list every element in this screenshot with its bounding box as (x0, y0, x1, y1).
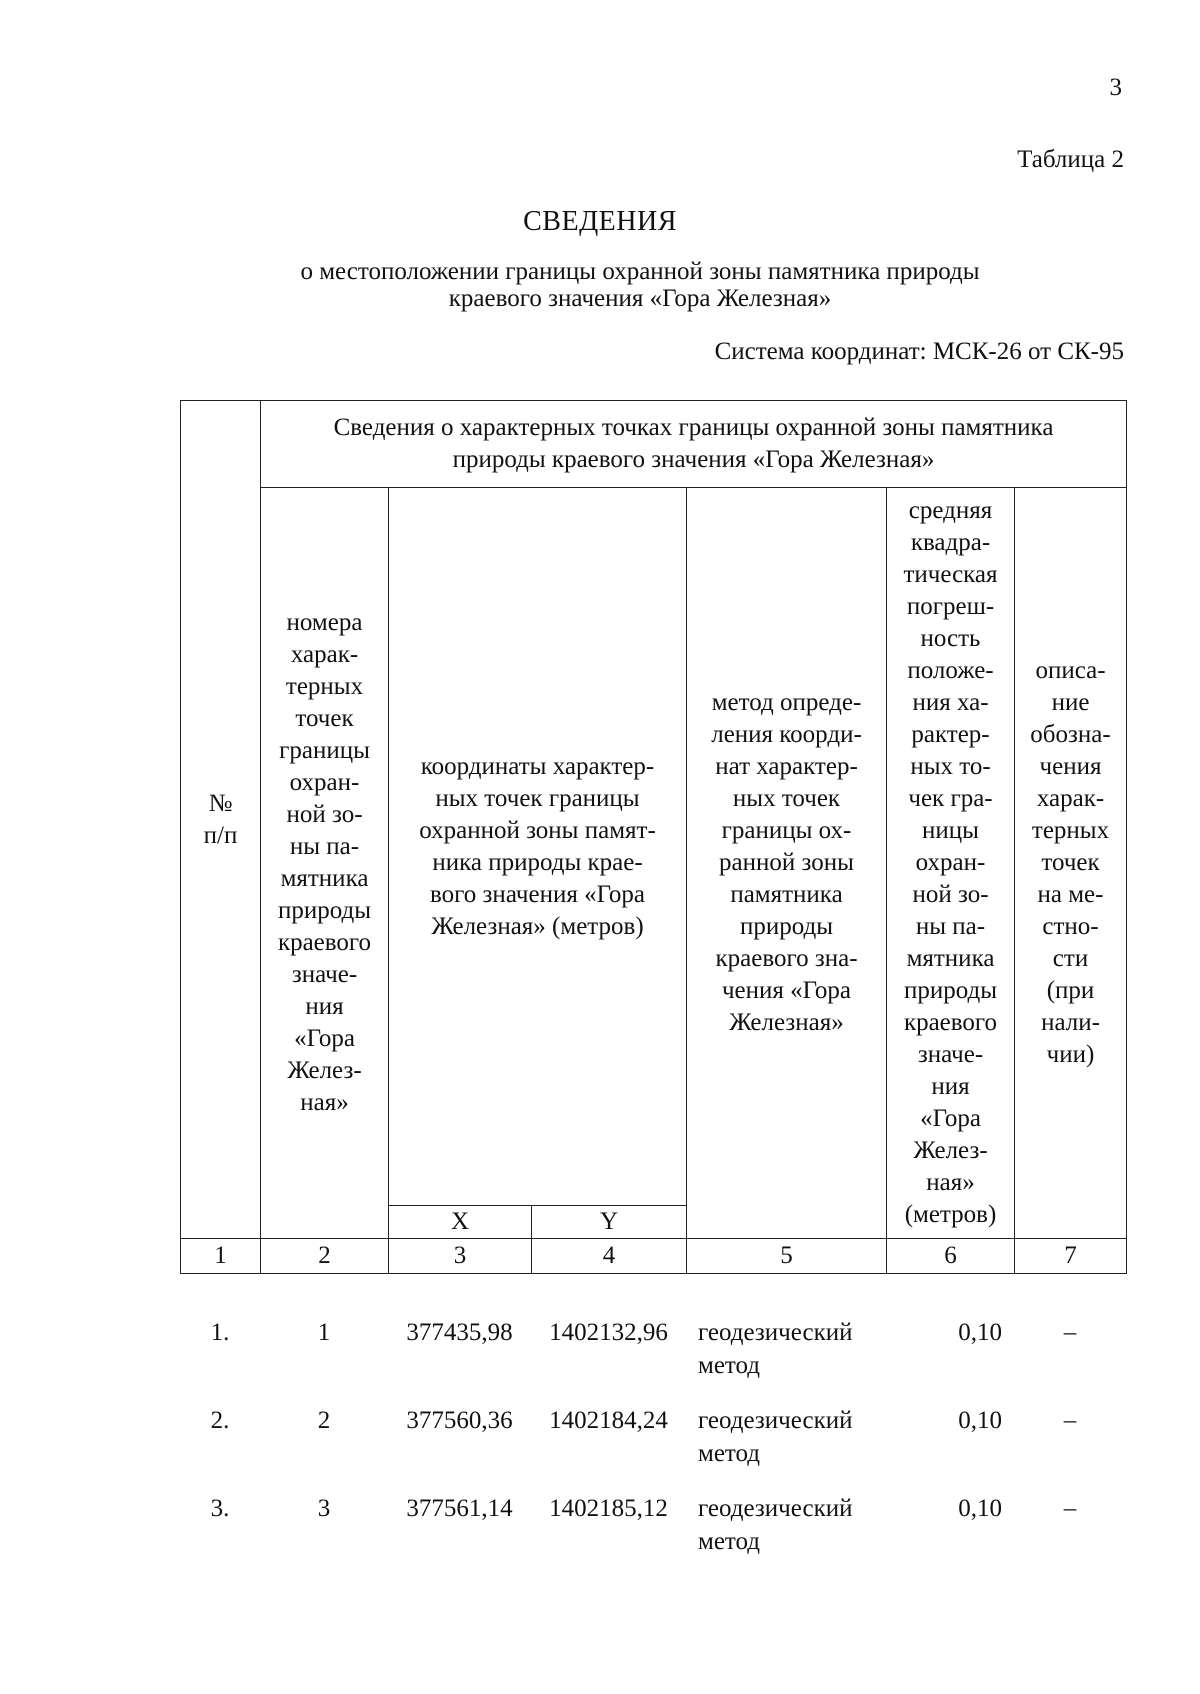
header-col-number: № п/п (181, 401, 261, 1239)
cell-method: геодезический метод (698, 1407, 853, 1467)
table-row (180, 1492, 1126, 1580)
header-group: Сведения о характерных точках границы охранной зоны памятника природы краевого значения «Гора Железная» (261, 401, 1127, 488)
cell-number: 1. (210, 1319, 230, 1346)
page-number: 3 (1109, 74, 1122, 101)
cell-y: 1402185,12 (549, 1495, 668, 1522)
header-col-coordinates: координаты характер- ных точек границы охранной зоны памят- ника природы крае- вого значения «Гора Железная» (метров) (389, 488, 687, 1206)
table-row (180, 1316, 1126, 1404)
cell-number: 2. (210, 1407, 230, 1434)
cell-point: 3 (317, 1495, 331, 1522)
cell-x: 377561,14 (406, 1495, 513, 1522)
cell-error: 0,10 (958, 1407, 1002, 1434)
document-title: СВЕДЕНИЯ (523, 206, 677, 237)
cell-point: 2 (317, 1407, 331, 1434)
header-col-description: описа- ние обозна- чения харак- терных точек на ме- стно- сти (при нали- чии) (1015, 488, 1127, 1239)
column-number: 3 (389, 1239, 532, 1274)
coordinate-system: Система координат: МСК-26 от СК-95 (714, 338, 1124, 365)
cell-point: 1 (317, 1319, 331, 1346)
cell-error: 0,10 (958, 1319, 1002, 1346)
column-number: 7 (1015, 1239, 1127, 1274)
subtitle-line-1: о местоположении границы охранной зоны памятника природы (300, 258, 980, 285)
cell-method: геодезический метод (698, 1495, 853, 1555)
column-number: 4 (532, 1239, 687, 1274)
table-header (180, 400, 1127, 1274)
subtitle-line-2: краевого значения «Гора Железная» (448, 285, 832, 312)
cell-method: геодезический метод (698, 1319, 853, 1379)
document-subtitle (240, 258, 1040, 312)
cell-y: 1402132,96 (549, 1319, 668, 1346)
cell-x: 377435,98 (406, 1319, 513, 1346)
header-col-method: метод опреде- ления коорди- нат характер- ных точек границы ох- ранной зоны памятника природы краевого зна- чения «Гора Железная» (687, 488, 887, 1239)
header-y: Y (532, 1206, 687, 1239)
cell-error: 0,10 (958, 1495, 1002, 1522)
column-number: 6 (887, 1239, 1015, 1274)
column-number: 1 (181, 1239, 261, 1274)
header-col-error: средняя квадра- тическая погреш- ность положе- ния ха- рактер- ных то- чек гра- ницы охран- ной зо- ны па- мятника природы краевого значе- ния «Гора Желез- ная» (метров) (887, 488, 1015, 1239)
column-number: 5 (687, 1239, 887, 1274)
table-label: Таблица 2 (1017, 146, 1124, 173)
header-x: X (389, 1206, 532, 1239)
cell-number: 3. (210, 1495, 230, 1522)
cell-description: – (1063, 1407, 1077, 1434)
header-col-point-numbers: номера харак- терных точек границы охран- ной зо- ны па- мятника природы краевого значе- ния «Гора Желез- ная» (261, 488, 389, 1239)
table-row (180, 1404, 1126, 1492)
data-table (180, 1316, 1126, 1580)
cell-y: 1402184,24 (549, 1407, 668, 1434)
cell-x: 377560,36 (406, 1407, 513, 1434)
cell-description: – (1063, 1319, 1077, 1346)
column-number: 2 (261, 1239, 389, 1274)
cell-description: – (1063, 1495, 1077, 1522)
